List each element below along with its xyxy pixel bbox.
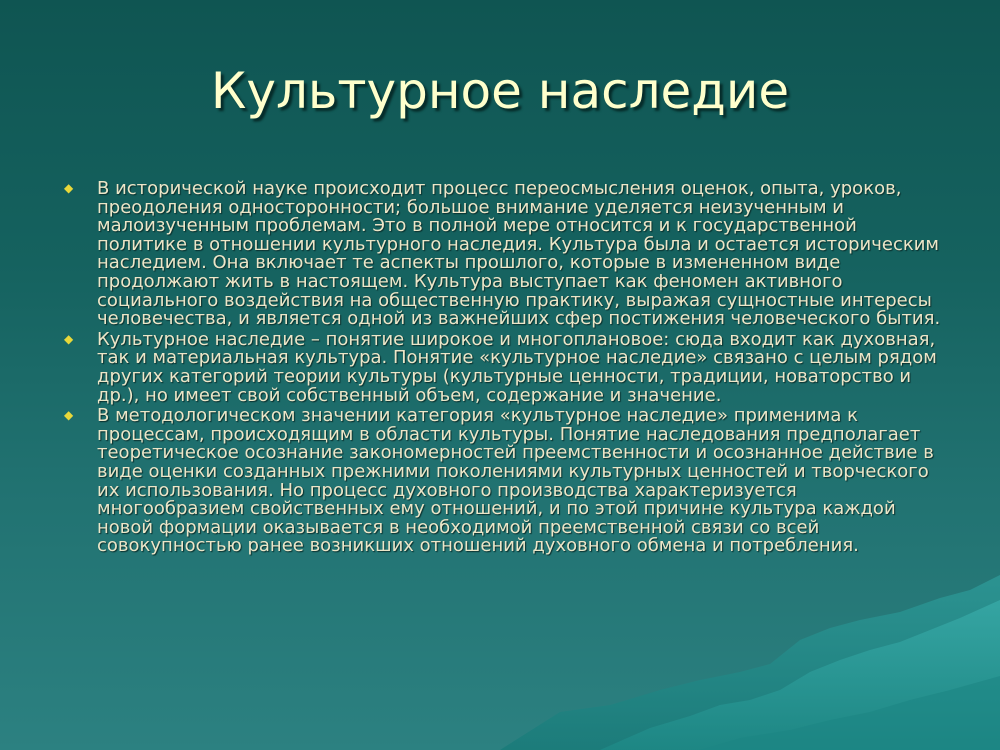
bullet-text: Культурное наследие – понятие широкое и многоплановое: сюда входит как духовная, так и материальная культура. Понятие «культурное наследие» связано с целым рядом других категорий теории культуры (культурные ценности, традиции, новаторство и др.), но имеет свой собственный объем, содержание и значение.: [97, 328, 937, 406]
bullet-list: [62, 180, 942, 558]
diamond-bullet-icon: ◆: [64, 181, 74, 195]
list-item: [62, 407, 942, 556]
bullet-text: В исторической науке происходит процесс переосмысления оценок, опыта, уроков, преодоления односторонности; большое внимание уделяется неизученным и малоизученным проблемам. Это в полной мере относится и к государственной политике в отношении культурного наследия. Культура была и остается историческим наследием. Она включает те аспекты прошлого, которые в измененном виде продолжают жить в настоящем. Культура выступает как феномен активного социального воздействия на общественную практику, выражая сущностные интересы человечества, и является одной из важнейших сфер постижения человеческого бытия.: [97, 178, 941, 330]
list-item: [62, 328, 942, 406]
bullet-text: В методологическом значении категория «культурное наследие» применима к процессам, происходящим в области культуры. Понятие наследования предполагает теоретическое осознание закономерностей преемственности и осознанное действие в виде оценки созданных прежними поколениями культурных ценностей и творческого их использования. Но процесс духовного производства характеризуется многообразием свойственных ему отношений, и по этой причине культура каждой новой формации оказывается в необходимой преемственной связи со всей совокупностью ранее возникших отношений духовного обмена и потребления.: [97, 405, 934, 557]
slide-title: Культурное наследие: [210, 62, 790, 120]
diamond-bullet-icon: ◆: [64, 331, 74, 346]
diamond-bullet-icon: ◆: [64, 408, 74, 423]
list-item: [62, 180, 942, 329]
